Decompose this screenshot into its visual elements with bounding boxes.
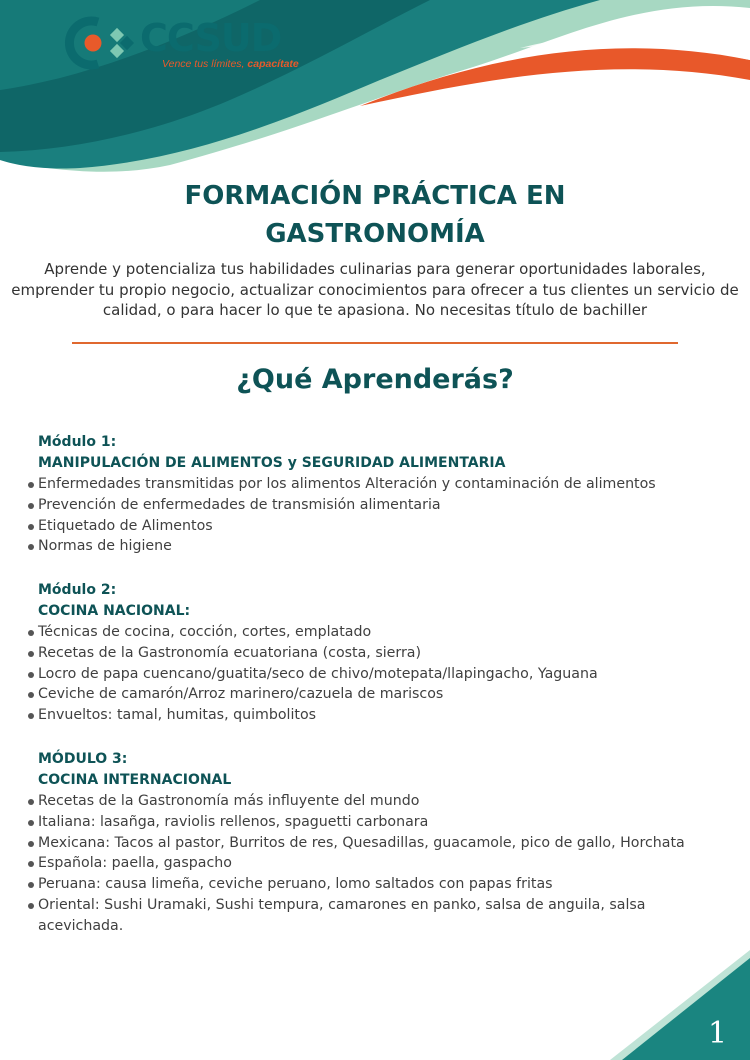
page-title: FORMACIÓN PRÁCTICA EN GASTRONOMÍA <box>184 181 566 249</box>
orange-divider <box>72 342 678 344</box>
module-2 <box>0 580 740 726</box>
logo-mark-icon <box>60 12 140 74</box>
list-item: Normas de higiene <box>0 536 740 557</box>
module-label: Módulo 2: <box>38 582 117 598</box>
module-topic-list <box>0 474 740 557</box>
list-item: Recetas de la Gastronomía más influyente del mundo <box>0 791 740 812</box>
ccsud-logo <box>60 12 299 74</box>
list-item: Peruana: causa limeña, ceviche peruano, lomo saltados con papas fritas <box>0 874 740 895</box>
module-1 <box>0 432 740 557</box>
module-name: COCINA NACIONAL: <box>38 603 191 619</box>
module-3 <box>0 749 740 937</box>
list-item: Recetas de la Gastronomía ecuatoriana (costa, sierra) <box>0 643 740 664</box>
page-number: 1 <box>708 1016 728 1051</box>
list-item: Enfermedades transmitidas por los alimentos Alteración y contaminación de alimentos <box>0 474 740 495</box>
list-item: Italiana: lasañga, raviolis rellenos, spaguetti carbonara <box>0 812 740 833</box>
list-item: Mexicana: Tacos al pastor, Burritos de res, Quesadillas, guacamole, pico de gallo, Horchata <box>0 833 740 854</box>
list-item: Prevención de enfermedades de transmisión alimentaria <box>0 495 740 516</box>
list-item: Etiquetado de Alimentos <box>0 516 740 537</box>
list-item: Ceviche de camarón/Arroz marinero/cazuela de mariscos <box>0 684 740 705</box>
logo-wordmark: CCSUD <box>140 16 282 60</box>
section-title: ¿Qué Aprenderás? <box>236 364 514 395</box>
module-name: COCINA INTERNACIONAL <box>38 772 232 788</box>
module-topic-list <box>0 622 740 726</box>
corner-decoration <box>610 950 750 1060</box>
list-item: Española: paella, gaspacho <box>0 853 740 874</box>
list-item: Locro de papa cuencano/guatita/seco de chivo/motepata/llapingacho, Yaguana <box>0 664 740 685</box>
module-topic-list <box>0 791 740 937</box>
list-item: Técnicas de cocina, cocción, cortes, emplatado <box>0 622 740 643</box>
module-label: Módulo 1: <box>38 434 117 450</box>
logo-tagline: Vence tus límites, capacítate <box>162 58 299 70</box>
list-item: Envueltos: tamal, humitas, quimbolitos <box>0 705 740 726</box>
module-label: MÓDULO 3: <box>38 751 128 767</box>
module-name: MANIPULACIÓN DE ALIMENTOS y SEGURIDAD ALIMENTARIA <box>38 455 506 471</box>
intro-paragraph: Aprende y potencializa tus habilidades culinarias para generar oportunidades laborales, emprender tu propio negocio, actualizar conocimientos para ofrecer a tus clientes un servicio de calidad, o para hacer lo que te apasiona. No necesitas título de bachiller <box>11 260 739 319</box>
list-item: Oriental: Sushi Uramaki, Sushi tempura, camarones en panko, salsa de anguila, salsa acevichada. <box>0 895 728 937</box>
